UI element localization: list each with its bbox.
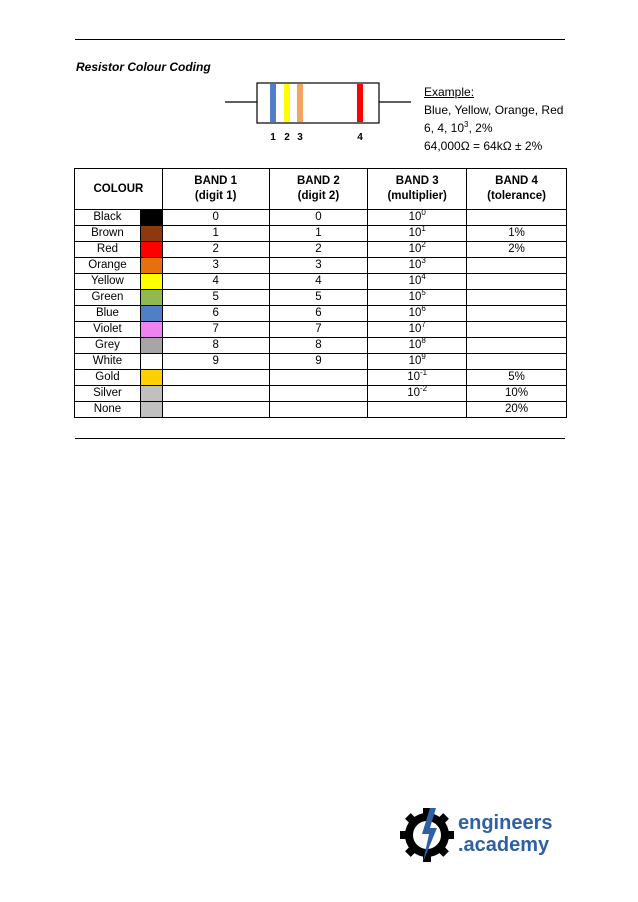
multiplier-exponent: 8 (421, 336, 426, 346)
resistor-band-2 (284, 84, 290, 122)
multiplier-base: 10 (408, 307, 422, 319)
band2-digit-cell: 9 (269, 354, 368, 370)
example-block (424, 83, 563, 155)
header-band1: BAND 1 (digit 1) (162, 169, 269, 210)
band2-digit-cell: 7 (269, 322, 368, 338)
band1-digit-cell (162, 386, 269, 402)
band1-digit-cell: 2 (162, 242, 269, 258)
colour-name-cell: Orange (75, 258, 141, 274)
band4-tolerance-cell (467, 210, 567, 226)
header-band4: BAND 4 (tolerance) (467, 169, 567, 210)
multiplier-base: 10 (408, 355, 422, 367)
band2-digit-cell: 6 (269, 306, 368, 322)
logo-line-1: engineers (458, 812, 553, 834)
band1-digit-cell (162, 402, 269, 418)
band3-multiplier-cell (368, 354, 467, 370)
table-row (75, 370, 567, 386)
example-heading: Example: (424, 85, 475, 99)
band2-digit-cell: 3 (269, 258, 368, 274)
colour-name-cell: Green (75, 290, 141, 306)
header-band2: BAND 2 (digit 2) (269, 169, 368, 210)
page-title: Resistor Colour Coding (76, 60, 211, 74)
table-body (75, 210, 567, 418)
band3-multiplier-cell (368, 306, 467, 322)
colour-swatch (140, 386, 162, 402)
multiplier-base: 10 (407, 371, 421, 383)
table-row (75, 402, 567, 418)
band2-digit-cell: 0 (269, 210, 368, 226)
band1-digit-cell: 4 (162, 274, 269, 290)
multiplier-base: 10 (407, 387, 421, 399)
table-row (75, 258, 567, 274)
band3-multiplier-cell (368, 242, 467, 258)
multiplier-base: 10 (408, 243, 422, 255)
colour-code-table (74, 168, 567, 418)
gear-icon (400, 808, 454, 862)
colour-swatch (140, 290, 162, 306)
band3-multiplier-cell (368, 274, 467, 290)
band3-multiplier-cell (368, 258, 467, 274)
band3-multiplier-cell (368, 210, 467, 226)
band1-digit-cell: 9 (162, 354, 269, 370)
resistor-band-1 (270, 84, 276, 122)
colour-name-cell: Gold (75, 370, 141, 386)
colour-swatch (140, 274, 162, 290)
bottom-rule (75, 438, 565, 439)
resistor-band-3 (297, 84, 303, 122)
example-result: 64,000Ω = 64kΩ ± 2% (424, 139, 543, 153)
colour-swatch (140, 338, 162, 354)
band2-digit-cell: 5 (269, 290, 368, 306)
multiplier-base: 10 (408, 339, 422, 351)
colour-name-cell: Yellow (75, 274, 141, 290)
band1-digit-cell (162, 370, 269, 386)
multiplier-base: 10 (408, 227, 422, 239)
multiplier-exponent: 3 (421, 256, 426, 266)
band3-multiplier-cell (368, 386, 467, 402)
colour-name-cell: None (75, 402, 141, 418)
multiplier-exponent: -1 (420, 368, 428, 378)
band4-tolerance-cell (467, 322, 567, 338)
band4-tolerance-cell (467, 290, 567, 306)
multiplier-exponent: 0 (421, 208, 426, 218)
table-row (75, 306, 567, 322)
table-header-row (75, 169, 567, 210)
colour-name-cell: Brown (75, 226, 141, 242)
header-colour: COLOUR (75, 169, 163, 210)
colour-swatch (140, 354, 162, 370)
band2-digit-cell (269, 402, 368, 418)
table-row (75, 354, 567, 370)
example-values (424, 119, 563, 137)
band-number-3: 3 (297, 132, 303, 143)
band3-multiplier-cell (368, 226, 467, 242)
band-number-1: 1 (270, 132, 276, 143)
band1-digit-cell: 1 (162, 226, 269, 242)
colour-name-cell: Blue (75, 306, 141, 322)
example-values-prefix: 6, 4, 10 (424, 121, 465, 135)
multiplier-base: 10 (408, 323, 422, 335)
band4-tolerance-cell: 10% (467, 386, 567, 402)
band2-digit-cell (269, 386, 368, 402)
header-band3: BAND 3 (multiplier) (368, 169, 467, 210)
table-row (75, 338, 567, 354)
band2-digit-cell: 8 (269, 338, 368, 354)
logo-line-2: .academy (458, 834, 550, 856)
band3-multiplier-cell (368, 322, 467, 338)
band4-tolerance-cell: 20% (467, 402, 567, 418)
table-row (75, 322, 567, 338)
band4-tolerance-cell (467, 354, 567, 370)
logo-wordmark (458, 812, 552, 856)
multiplier-exponent: 5 (421, 288, 426, 298)
band1-digit-cell: 8 (162, 338, 269, 354)
example-values-exponent: 3 (464, 120, 469, 129)
multiplier-base: 10 (408, 211, 422, 223)
band4-tolerance-cell (467, 258, 567, 274)
example-colours: Blue, Yellow, Orange, Red (424, 103, 564, 117)
band4-tolerance-cell (467, 274, 567, 290)
band2-digit-cell (269, 370, 368, 386)
colour-swatch (140, 258, 162, 274)
band-number-2: 2 (284, 132, 290, 143)
multiplier-base: 10 (408, 259, 422, 271)
colour-swatch (140, 210, 162, 226)
colour-name-cell: White (75, 354, 141, 370)
colour-name-cell: Violet (75, 322, 141, 338)
colour-name-cell: Grey (75, 338, 141, 354)
table-row (75, 290, 567, 306)
table-row (75, 274, 567, 290)
multiplier-exponent: -2 (420, 384, 428, 394)
example-values-suffix: , 2% (468, 121, 493, 135)
band3-multiplier-cell (368, 290, 467, 306)
table-row (75, 242, 567, 258)
top-rule (75, 39, 565, 40)
table-row (75, 226, 567, 242)
band2-digit-cell: 4 (269, 274, 368, 290)
resistor-band-4 (357, 84, 363, 122)
band1-digit-cell: 7 (162, 322, 269, 338)
band3-multiplier-cell (368, 402, 467, 418)
band2-digit-cell: 2 (269, 242, 368, 258)
band4-tolerance-cell: 1% (467, 226, 567, 242)
band2-digit-cell: 1 (269, 226, 368, 242)
multiplier-exponent: 7 (421, 320, 426, 330)
band4-tolerance-cell: 2% (467, 242, 567, 258)
band1-digit-cell: 5 (162, 290, 269, 306)
table-row (75, 386, 567, 402)
multiplier-exponent: 2 (421, 240, 426, 250)
colour-name-cell: Black (75, 210, 141, 226)
band4-tolerance-cell (467, 338, 567, 354)
multiplier-exponent: 6 (421, 304, 426, 314)
multiplier-exponent: 4 (421, 272, 426, 282)
resistor-diagram (225, 80, 415, 150)
multiplier-exponent: 1 (421, 224, 426, 234)
colour-name-cell: Silver (75, 386, 141, 402)
multiplier-base: 10 (408, 275, 422, 287)
colour-swatch (140, 402, 162, 418)
band1-digit-cell: 0 (162, 210, 269, 226)
band1-digit-cell: 3 (162, 258, 269, 274)
table-row (75, 210, 567, 226)
colour-name-cell: Red (75, 242, 141, 258)
colour-swatch (140, 306, 162, 322)
colour-swatch (140, 370, 162, 386)
band3-multiplier-cell (368, 338, 467, 354)
colour-swatch (140, 226, 162, 242)
band4-tolerance-cell (467, 306, 567, 322)
multiplier-base: 10 (408, 291, 422, 303)
band1-digit-cell: 6 (162, 306, 269, 322)
band4-tolerance-cell: 5% (467, 370, 567, 386)
band-number-4: 4 (357, 132, 363, 143)
multiplier-exponent: 9 (421, 352, 426, 362)
colour-swatch (140, 322, 162, 338)
band3-multiplier-cell (368, 370, 467, 386)
colour-swatch (140, 242, 162, 258)
